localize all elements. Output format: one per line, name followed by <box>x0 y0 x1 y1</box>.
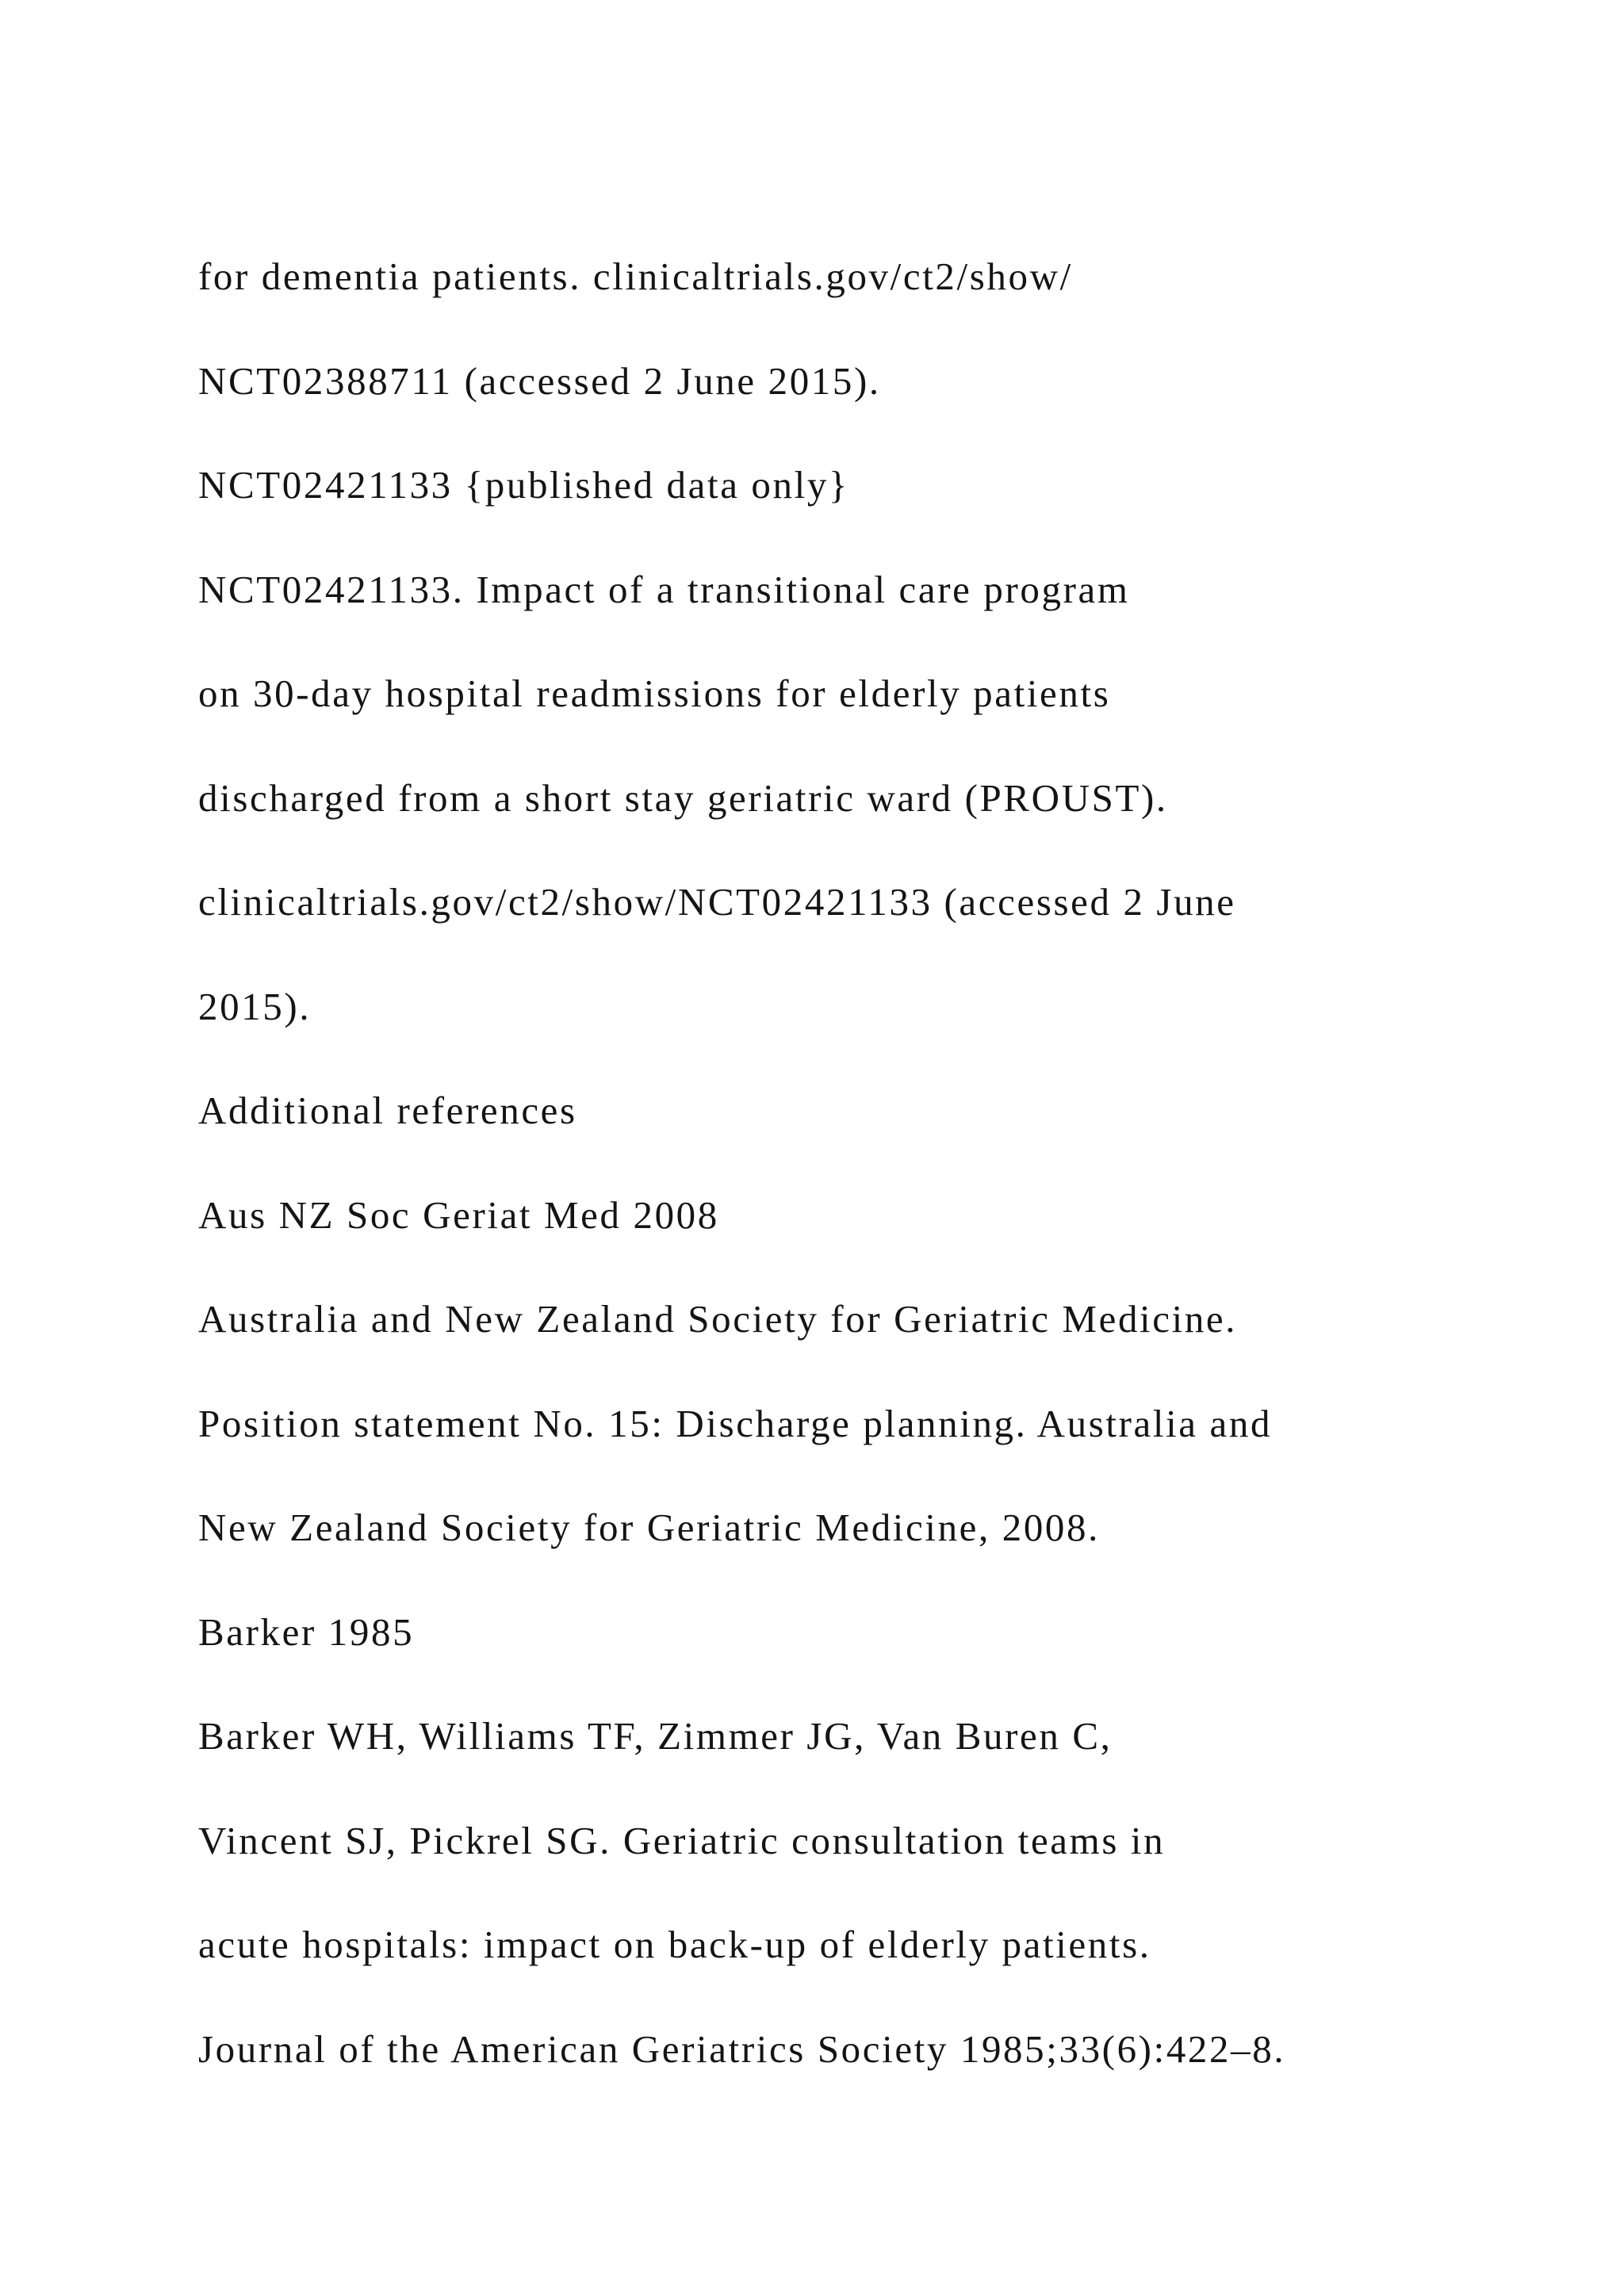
reference-id: Aus NZ Soc Geriat Med 2008 <box>198 1192 719 1237</box>
text-line: NCT02421133. Impact of a transitional care program <box>198 567 1130 611</box>
text-line: 2015). <box>198 984 312 1028</box>
text-line: New Zealand Society for Geriatric Medicine, 2008. <box>198 1506 1100 1549</box>
text-line: Journal of the American Geriatrics Society 1985;33(6):422–8. <box>198 2026 1286 2071</box>
study-id-heading: NCT02421133 {published data only} <box>198 463 850 507</box>
text-line: Barker WH, Williams TF, Zimmer JG, Van Buren C, <box>198 1714 1113 1758</box>
text-line: Position statement No. 15: Discharge planning. Australia and <box>198 1401 1273 1445</box>
section-heading: Additional references <box>198 1089 577 1132</box>
text-line: NCT02388711 (accessed 2 June 2015). <box>198 358 881 403</box>
reference-text-block <box>198 246 1546 2122</box>
text-line: clinicaltrials.gov/ct2/show/NCT02421133 (accessed 2 June <box>198 880 1236 924</box>
text-line: Vincent SJ, Pickrel SG. Geriatric consultation teams in <box>198 1818 1166 1862</box>
text-line: on 30-day hospital readmissions for elderly patients <box>198 672 1111 715</box>
text-line: acute hospitals: impact on back-up of elderly patients. <box>198 1923 1151 1966</box>
text-line: discharged from a short stay geriatric ward (PROUST). <box>198 775 1168 820</box>
reference-id: Barker 1985 <box>198 1609 415 1654</box>
text-line: for dementia patients. clinicaltrials.gov/ct2/show/ <box>198 254 1073 298</box>
text-line: Australia and New Zealand Society for Geriatric Medicine. <box>198 1297 1238 1341</box>
